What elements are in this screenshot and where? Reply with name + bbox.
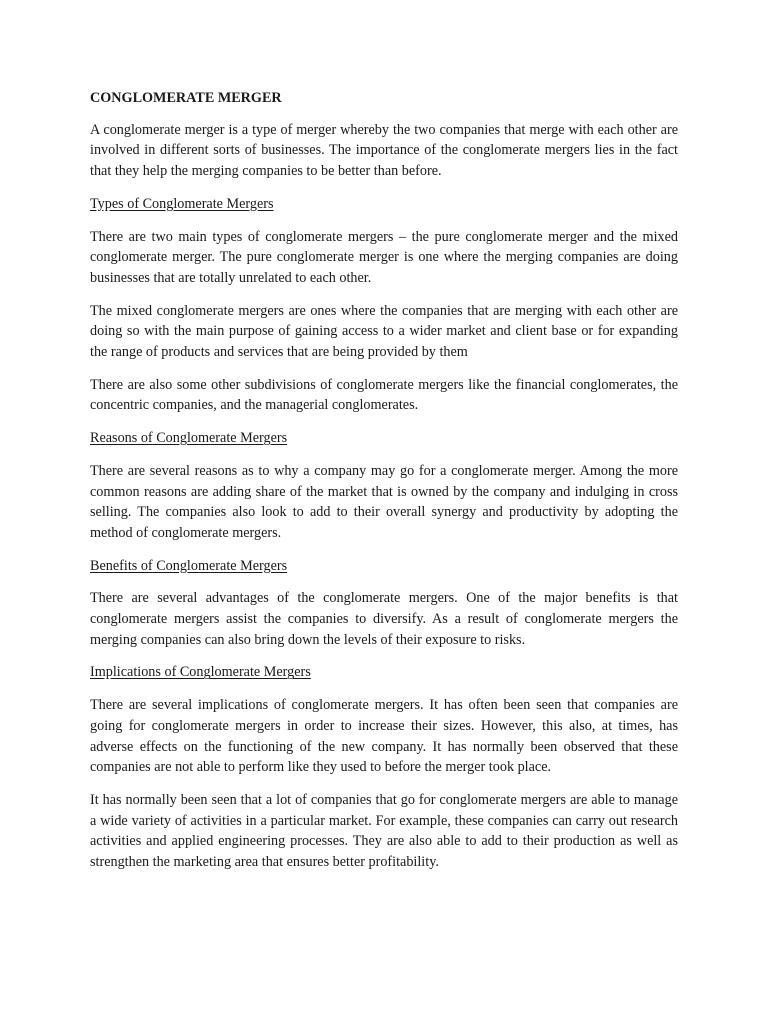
benefits-paragraph: There are several advantages of the conglomerate mergers. One of the major benefits is that conglomerate mergers assist the companies to diversify. As a result of conglomerate mergers the merging companies can also bring down the levels of their exposure to risks.: [90, 590, 678, 648]
types-heading: Types of Conglomerate Mergers: [90, 195, 274, 212]
implications-heading: Implications of Conglomerate Mergers: [90, 664, 311, 681]
implications-paragraph-1: There are several implications of conglomerate mergers. It has often been seen that companies are going for conglomerate mergers in order to increase their sizes. However, this also, at times, has adverse effects on the functioning of the new company. It has normally been observed that these companies are not able to perform like they used to before the merger took place.: [90, 697, 678, 776]
types-paragraph-2: The mixed conglomerate mergers are ones where the companies that are merging with each other are doing so with the main purpose of gaining access to a wider market and client base or for expanding the range of products and services that are being provided by them: [90, 302, 678, 361]
document-title: CONGLOMERATE MERGER: [90, 90, 282, 106]
types-paragraph-1: There are two main types of conglomerate mergers – the pure conglomerate merger and the mixed conglomerate merger. The pure conglomerate merger is one where the merging companies are doing businesses that are totally unrelated to each other.: [90, 228, 678, 286]
reasons-paragraph: There are several reasons as to why a company may go for a conglomerate merger. Among the more common reasons are adding share of the market that is owned by the company and indulging in cross selling. The companies also look to add to their overall synergy and productivity by adopting the method of conglomerate mergers.: [90, 462, 678, 541]
types-paragraph-3: There are also some other subdivisions of conglomerate mergers like the financial conglomerates, the concentric companies, and the managerial conglomerates.: [90, 376, 678, 414]
benefits-heading: Benefits of Conglomerate Mergers: [90, 557, 288, 574]
intro-paragraph: A conglomerate merger is a type of merger whereby the two companies that merge with each other are involved in different sorts of businesses. The importance of the conglomerate mergers lies in the fact that they help the merging companies to be better than before.: [90, 121, 678, 180]
reasons-heading: Reasons of Conglomerate Mergers: [90, 430, 288, 447]
implications-paragraph-2: It has normally been seen that a lot of companies that go for conglomerate mergers are able to manage a wide variety of activities in a particular market. For example, these companies can carry out research activities and applied engineering processes. They are also able to add to their production as well as strengthen the marketing area that ensures better profitability.: [90, 791, 678, 871]
